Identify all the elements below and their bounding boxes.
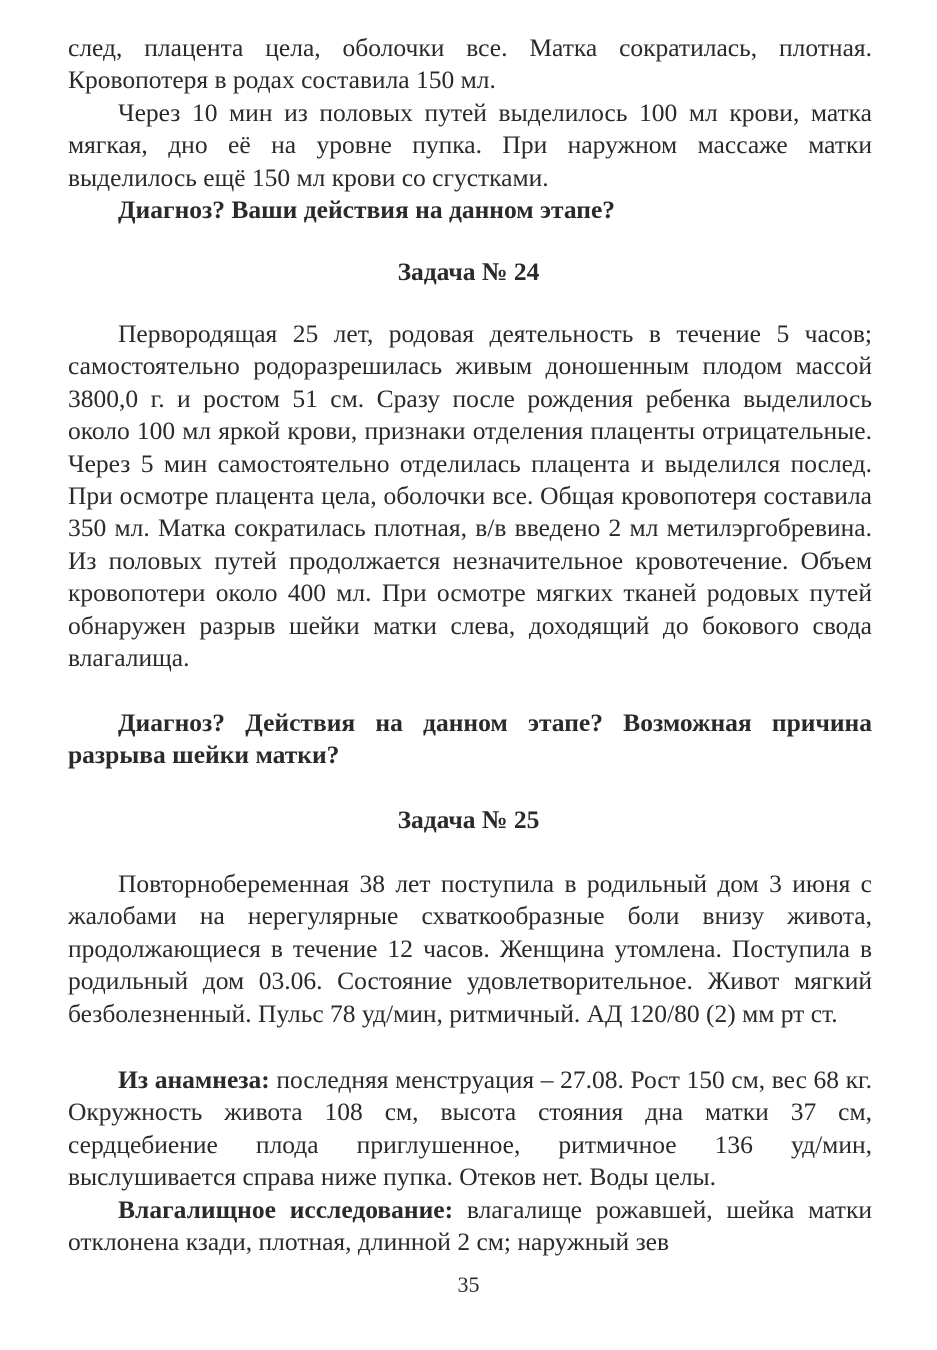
anamnesis-text: последняя менструация – 27.08. Рост 150 см, вес 68 кг. Окружность живота 108 см, высота стояния дна матки 37 см, сердцебиение плода приглушенное, ритмичное 136 уд/мин, выслушивается справа ниже пупка. Отеков нет. Воды целы. (68, 1065, 872, 1192)
paragraph-task-25-case: Повторнобеременная 38 лет поступила в родильный дом 3 июня с жалобами на нерегулярные схваткообразные боли внизу живота, продолжающиеся в течение 12 часов. Женщина утомлена. Поступила в родильный дом 03.06. Состояние удовлетворительное. Живот мягкий безболезненный. Пульс 78 уд/мин, ритмичный. АД 120/80 (2) мм рт ст. (68, 869, 872, 1028)
vaginal-exam-label: Влагалищное исследование: (118, 1195, 454, 1224)
anamnesis-label: Из анамнеза: (118, 1065, 270, 1094)
vaginal-exam-text: влагалище рожавшей, шейка матки отклонена кзади, плотная, длинной 2 см; наружный зев (68, 1195, 872, 1257)
paragraph-bleeding-after-10-min: Через 10 мин из половых путей выделилось 100 мл крови, матка мягкая, дно её на уровне пупка. При наружном массаже матки выделилось ещё 150 мл крови со сгустками. (68, 98, 872, 192)
heading-task-24: Задача № 24 (397, 257, 540, 286)
paragraph-anamnesis (68, 1064, 872, 1194)
question-task-23: Диагноз? Ваши действия на данном этапе? (118, 195, 616, 224)
paragraph-vaginal-exam (68, 1194, 872, 1259)
question-task-24: Диагноз? Действия на данном этапе? Возможная причина разрыва шейки матки? (68, 708, 872, 770)
page-number: 35 (457, 1272, 480, 1297)
paragraph-placenta-intact: след, плацента цела, оболочки все. Матка сократилась, плотная. Кровопотеря в родах составила 150 мл. (68, 33, 872, 95)
paragraph-task-24-case: Первородящая 25 лет, родовая деятельность в течение 5 часов; самостоятельно родоразрешилась живым доношенным плодом массой 3800,0 г. и ростом 51 см. Сразу после рождения ребенка выделилось около 100 мл яркой крови, признаки отделения плаценты отрицательные. Через 5 мин самостоятельно отделилась плацента и выделился послед. При осмотре плацента цела, оболочки все. Общая кровопотеря составила 350 мл. Матка сократилась плотная, в/в введено 2 мл метилэргобревина. Из половых путей продолжается незначительное кровотечение. Объем кровопотери около 400 мл. При осмотре мягких тканей родовых путей обнаружен разрыв шейки матки слева, доходящий до бокового свода влагалища. (68, 319, 872, 673)
heading-task-25: Задача № 25 (397, 805, 540, 834)
